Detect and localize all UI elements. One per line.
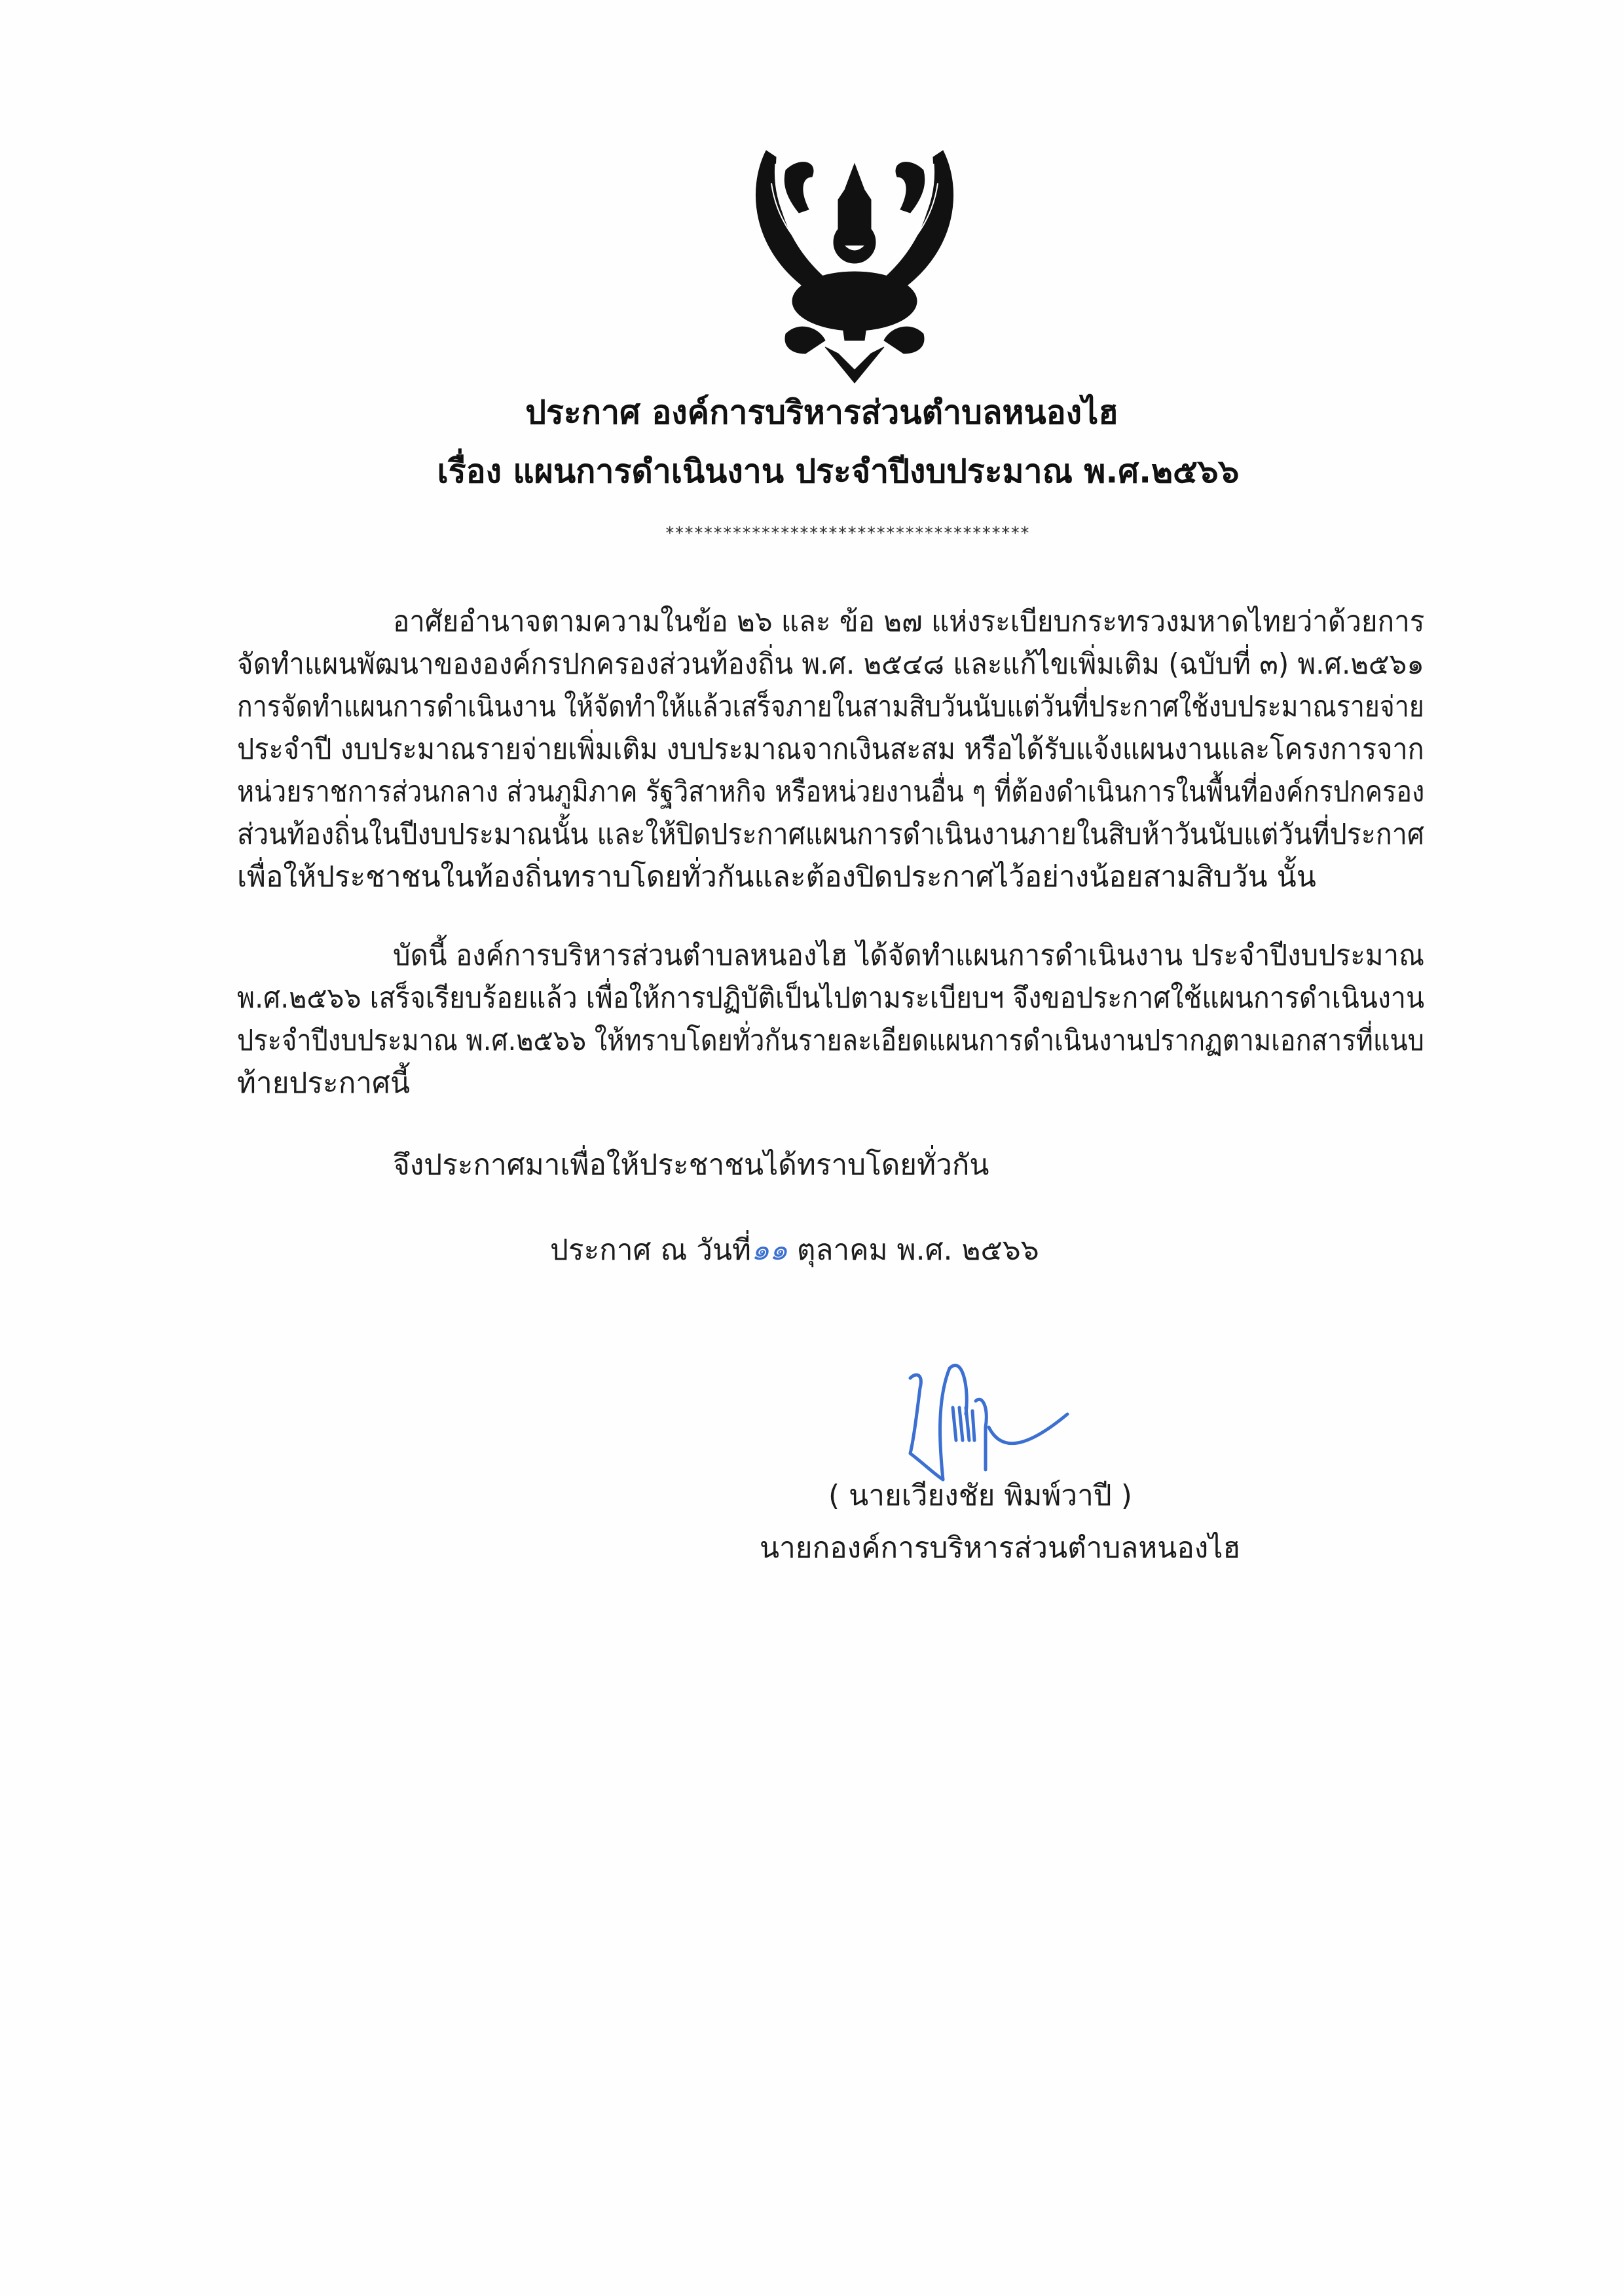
closing-statement: จึงประกาศมาเพื่อให้ประชาชนได้ทราบโดยทั่วกัน: [393, 1148, 989, 1182]
paragraph-line: การจัดทำแผนการดำเนินงาน ให้จัดทำให้แล้วเสร็จภายในสามสิบวันนับแต่วันที่ประกาศใช้งบประมาณรายจ่าย: [237, 690, 1424, 723]
signer-name: ( นายเวียงชัย พิมพ์วาปี ): [828, 1479, 1132, 1512]
announcement-subject: เรื่อง แผนการดำเนินงาน ประจำปีงบประมาณ พ.ศ.๒๕๖๖: [437, 452, 1240, 490]
announcement-title: ประกาศ องค์การบริหารส่วนตำบลหนองไฮ: [525, 393, 1118, 431]
date-prefix: ประกาศ ณ วันที่: [550, 1233, 752, 1267]
handwritten-signature: [897, 1349, 1094, 1493]
paragraph-line: อาศัยอำนาจตามความในข้อ ๒๖ และ ข้อ ๒๗ แห่งระเบียบกระทรวงมหาดไทยว่าด้วยการ: [393, 605, 1425, 638]
paragraph-line: เพื่อให้ประชาชนในท้องถิ่นทราบโดยทั่วกันและต้องปิดประกาศไว้อย่างน้อยสามสิบวัน นั้น: [237, 860, 1316, 894]
paragraph-line: ประจำปีงบประมาณ พ.ศ.๒๕๖๖ ให้ทราบโดยทั่วกันรายละเอียดแผนการดำเนินงานปรากฏตามเอกสารที่แนบ: [237, 1024, 1424, 1057]
paragraph-line: บัดนี้ องค์การบริหารส่วนตำบลหนองไฮ ได้จัดทำแผนการดำเนินงาน ประจำปีงบประมาณ: [393, 939, 1425, 972]
signer-title: นายกองค์การบริหารส่วนตำบลหนองไฮ: [760, 1531, 1241, 1565]
paragraph-line: หน่วยราชการส่วนกลาง ส่วนภูมิภาค รัฐวิสาหกิจ หรือหน่วยงานอื่น ๆ ที่ต้องดำเนินการในพื้นที่องค์กรปกครอง: [237, 775, 1425, 809]
paragraph-line: ท้ายประกาศนี้: [237, 1066, 411, 1100]
separator-line: **************************************: [665, 524, 1029, 543]
paragraph-line: ประจำปี งบประมาณรายจ่ายเพิ่มเติม งบประมาณจากเงินสะสม หรือได้รับแจ้งแผนงานและโครงการจาก: [237, 733, 1424, 766]
date-day-handwritten: ๑๑: [751, 1233, 788, 1267]
date-suffix: ตุลาคม พ.ศ. ๒๕๖๖: [787, 1233, 1039, 1267]
garuda-emblem-icon: [747, 137, 963, 386]
paragraph-line: ส่วนท้องถิ่นในปีงบประมาณนั้น และให้ปิดประกาศแผนการดำเนินงานภายในสิบห้าวันนับแต่วันที่ประกาศ: [237, 818, 1424, 851]
paragraph-line: จัดทำแผนพัฒนาขององค์กรปกครองส่วนท้องถิ่น พ.ศ. ๒๕๔๘ และแก้ไขเพิ่มเติม (ฉบับที่ ๓) พ.ศ.๒๕๖๑: [237, 647, 1424, 681]
paragraph-line: พ.ศ.๒๕๖๖ เสร็จเรียบร้อยแล้ว เพื่อให้การปฏิบัติเป็นไปตามระเบียบฯ จึงขอประกาศใช้แผนการดำเนินงาน: [237, 981, 1425, 1015]
announcement-date: [550, 1231, 1039, 1270]
